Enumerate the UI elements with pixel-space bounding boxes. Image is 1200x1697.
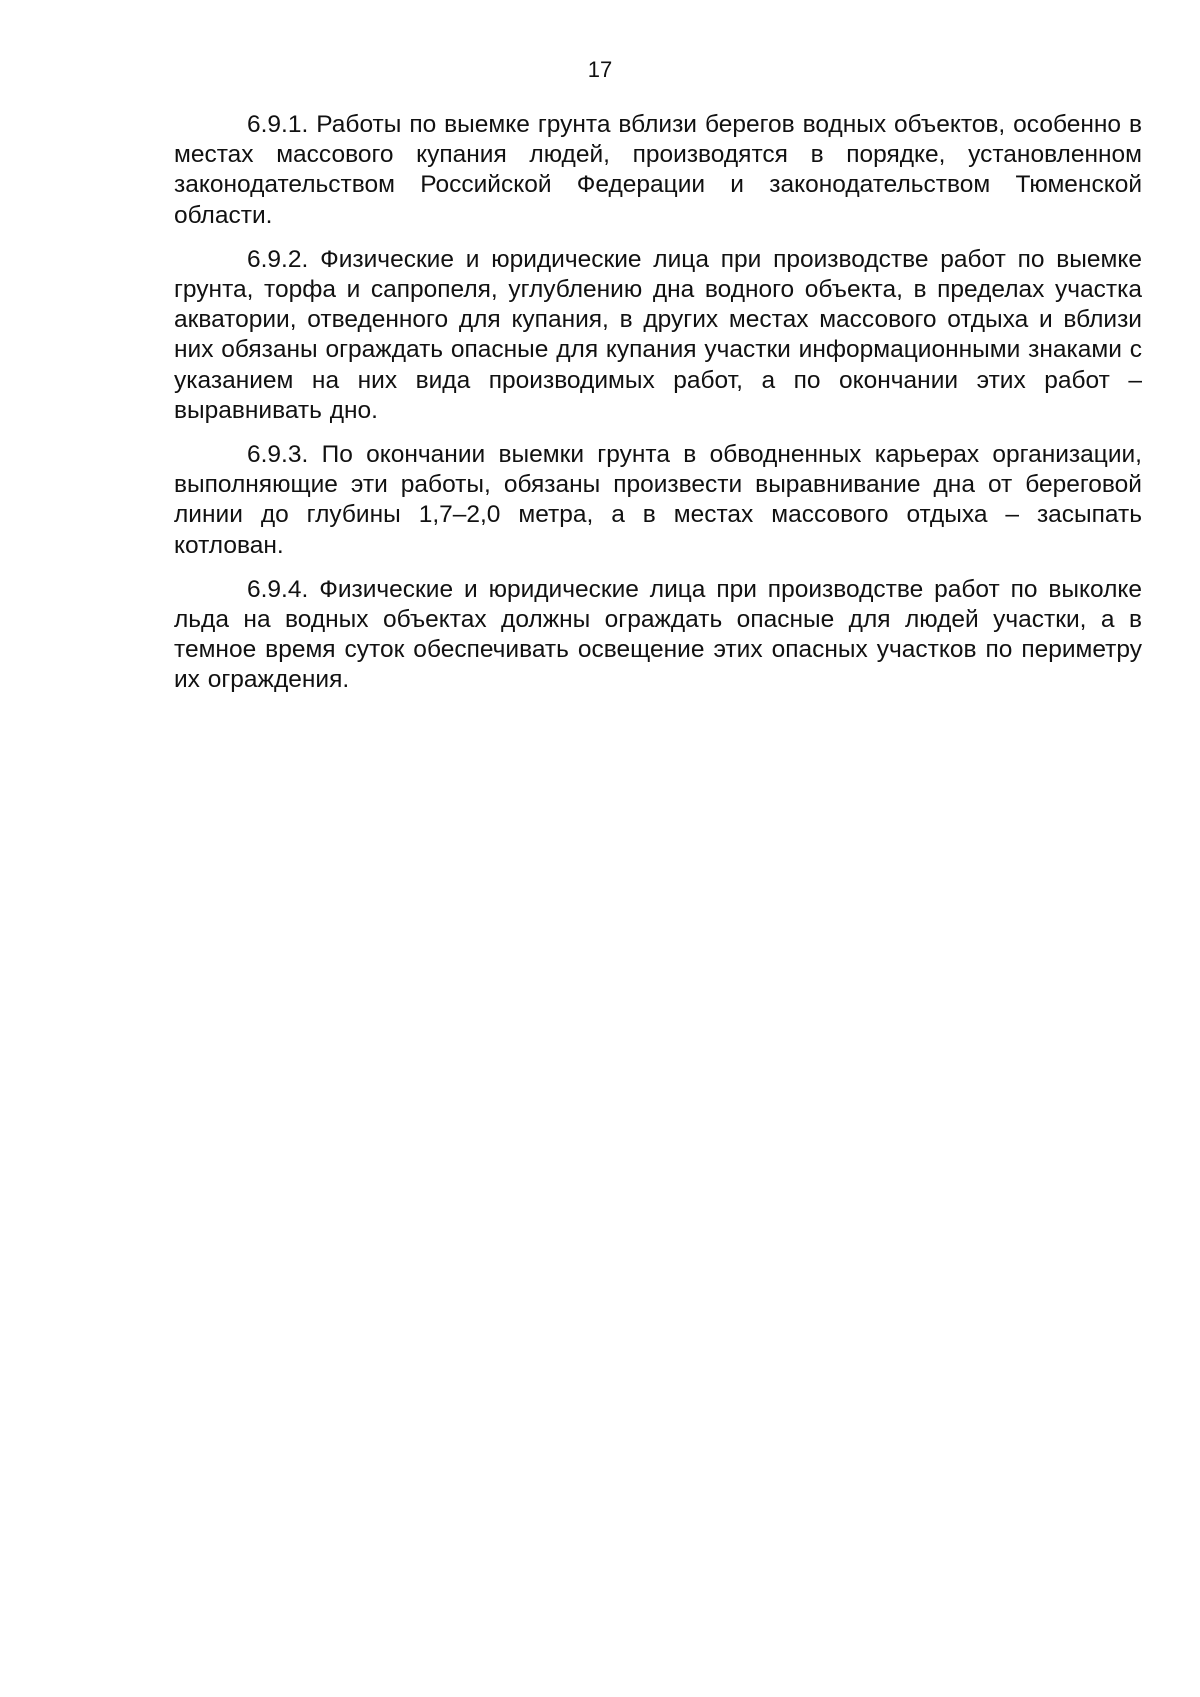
document-body [174,110,1142,710]
paragraph-6-9-1: 6.9.1. Работы по выемке грунта вблизи берегов водных объектов, особенно в местах массового купания людей, производятся в порядке, установленном законодательством Российской Федерации и законодательством Тюменской области. [174,111,1142,229]
page-number: 17 [587,57,613,82]
paragraph-6-9-4: 6.9.4. Физические и юридические лица при производстве работ по выколке льда на водных объектах должны ограждать опасные для людей участки, а в темное время суток обеспечивать освещение этих опасных участков по периметру их ограждения. [174,575,1142,694]
paragraph-6-9-2: 6.9.2. Физические и юридические лица при производстве работ по выемке грунта, торфа и сапропеля, углублению дна водного объекта, в пределах участка акватории, отведенного для купания, в других местах массового отдыха и вблизи них обязаны ограждать опасные для купания участки информационными знаками с указанием на них вида производимых работ, а по окончании этих работ – выравнивать дно. [174,245,1142,424]
paragraph-6-9-3: 6.9.3. По окончании выемки грунта в обводненных карьерах организации, выполняющие эти работы, обязаны произвести выравнивание дна от береговой линии до глубины 1,7–2,0 метра, а в местах массового отдыха – засыпать котлован. [174,441,1142,559]
